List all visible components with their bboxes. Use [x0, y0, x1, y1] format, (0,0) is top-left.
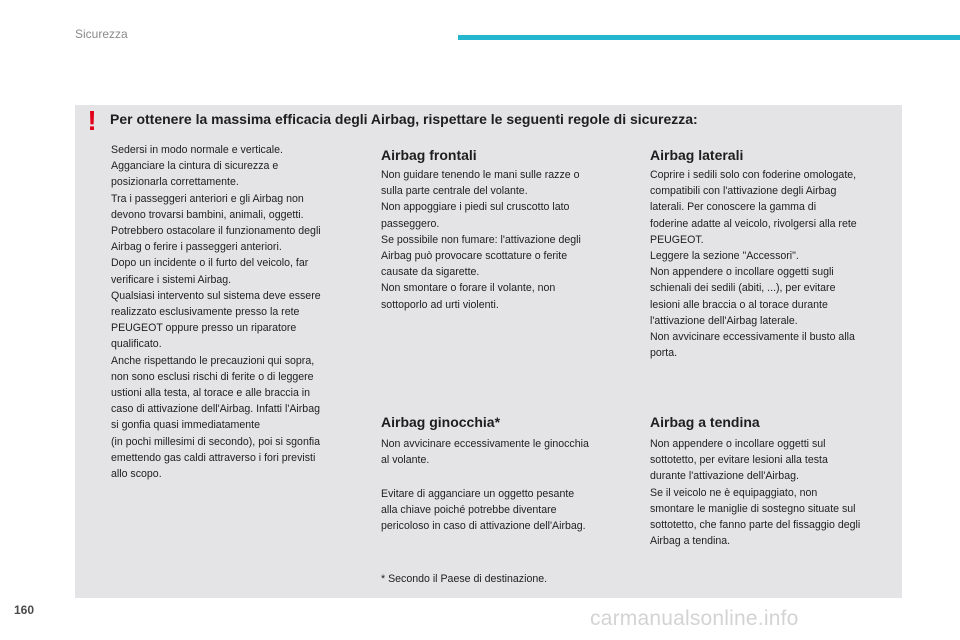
text-line: realizzato esclusivamente presso la rete [111, 306, 300, 319]
text-line: sottoporlo ad urti violenti. [381, 298, 499, 311]
airbag-ginocchia-heading: Airbag ginocchia* [381, 414, 501, 430]
header-accent-bar [458, 35, 960, 40]
text-line: sottotetto, che fanno parte del fissaggio degli [650, 519, 861, 532]
text-line: Sedersi in modo normale e verticale. [111, 144, 283, 156]
airbag-frontali-text [381, 167, 631, 313]
airbag-frontali-heading: Airbag frontali [381, 147, 477, 163]
airbag-tendina-heading: Airbag a tendina [650, 414, 760, 430]
section-title: Sicurezza [75, 27, 128, 41]
airbag-laterali-heading: Airbag laterali [650, 147, 744, 163]
text-line: causate da sigarette. [381, 266, 480, 279]
text-line: Non avvicinare eccessivamente il busto alla [650, 331, 855, 344]
text-line: PEUGEOT oppure presso un riparatore [111, 322, 297, 335]
text-line: Evitare di agganciare un oggetto pesante [381, 488, 575, 500]
text-line: Tra i passeggeri anteriori e gli Airbag non [111, 192, 304, 205]
text-line: compatibili con l'attivazione degli Airbag [650, 185, 837, 198]
text-line: verificare i sistemi Airbag. [111, 273, 232, 286]
text-line: durante l'attivazione dell'Airbag. [650, 470, 799, 483]
text-line: smontare le maniglie di sostegno situate sul [650, 502, 856, 515]
text-line: Non appoggiare i piedi sul cruscotto lato [381, 201, 570, 214]
text-line: PEUGEOT. [650, 233, 704, 246]
text-line: schienali dei sedili (abiti, ...), per evitare [650, 282, 836, 295]
text-line: allo scopo. [111, 468, 162, 481]
airbag-laterali-text [650, 167, 905, 361]
text-line: (in pochi millesimi di secondo), poi si sgonfia [111, 435, 321, 448]
text-line: Airbag a tendina. [650, 535, 731, 548]
intro-text [111, 142, 361, 482]
text-line: ustioni alla testa, al torace e alle braccia in [111, 387, 311, 400]
text-line: Potrebbero ostacolare il funzionamento degli [111, 225, 321, 238]
text-line: Agganciare la cintura di sicurezza e [111, 160, 279, 173]
safety-headline: Per ottenere la massima efficacia degli Airbag, rispettare le seguenti regole di sicurezza: [110, 111, 698, 127]
text-line: Non smontare o forare il volante, non [381, 282, 556, 295]
text-line: Non appendere o incollare oggetti sul [650, 438, 826, 450]
text-line: posizionarla correttamente. [111, 176, 239, 189]
text-line: Leggere la sezione "Accessori". [650, 250, 799, 263]
text-line: devono trovarsi bambini, animali, oggetti. [111, 208, 304, 221]
text-line: Airbag può provocare scottature o ferite [381, 250, 568, 263]
text-line: non sono esclusi rischi di ferite o di leggere [111, 370, 314, 383]
text-line: Non guidare tenendo le mani sulle razze o [381, 169, 580, 181]
text-line: Non appendere o incollare oggetti sugli [650, 266, 834, 279]
text-line: laterali. Per conoscere la gamma di [650, 201, 817, 214]
text-line: Se il veicolo ne è equipaggiato, non [650, 486, 818, 499]
text-line: qualificato. [111, 338, 162, 351]
text-line: sulla parte centrale del volante. [381, 185, 528, 198]
text-line: Airbag o ferire i passeggeri anteriori. [111, 241, 282, 254]
text-line: lesioni alle braccia o al torace durante [650, 298, 828, 311]
text-line: Coprire i sedili solo con foderine omologate, [650, 169, 857, 181]
text-line: caso di attivazione dell'Airbag. Infatti l'Airbag [111, 403, 320, 416]
page-number: 160 [14, 603, 35, 617]
footnote: * Secondo il Paese di destinazione. [381, 573, 548, 585]
text-line: pericoloso in caso di attivazione dell'Airbag. [381, 520, 586, 533]
airbag-tendina-text [650, 436, 905, 549]
text-line: foderine adatte al veicolo, rivolgersi alla rete [650, 217, 857, 230]
watermark: carmanualsonline.info [590, 607, 799, 630]
text-line: Dopo un incidente o il furto del veicolo, far [111, 257, 309, 270]
text-line: l'attivazione dell'Airbag laterale. [650, 314, 798, 327]
text-line: porta. [650, 347, 678, 360]
text-line: sottotetto, per evitare lesioni alla testa [650, 454, 828, 467]
text-line: Qualsiasi intervento sul sistema deve essere [111, 289, 321, 302]
text-line: Anche rispettando le precauzioni qui sopra, [111, 354, 315, 367]
text-line: al volante. [381, 454, 430, 467]
text-line: alla chiave poiché potrebbe diventare [381, 504, 557, 517]
text-line: Se possibile non fumare: l'attivazione degli [381, 233, 581, 246]
text-line: passeggero. [381, 217, 440, 230]
airbag-ginocchia-text-b [381, 486, 631, 535]
warning-icon: ! [87, 105, 97, 136]
text-line: emettendo gas caldi attraverso i fori previsti [111, 451, 316, 464]
text-line: Non avvicinare eccessivamente le ginocchia [381, 438, 589, 450]
airbag-ginocchia-text-a [381, 436, 631, 468]
text-line: si gonfia quasi immediatamente [111, 419, 260, 432]
